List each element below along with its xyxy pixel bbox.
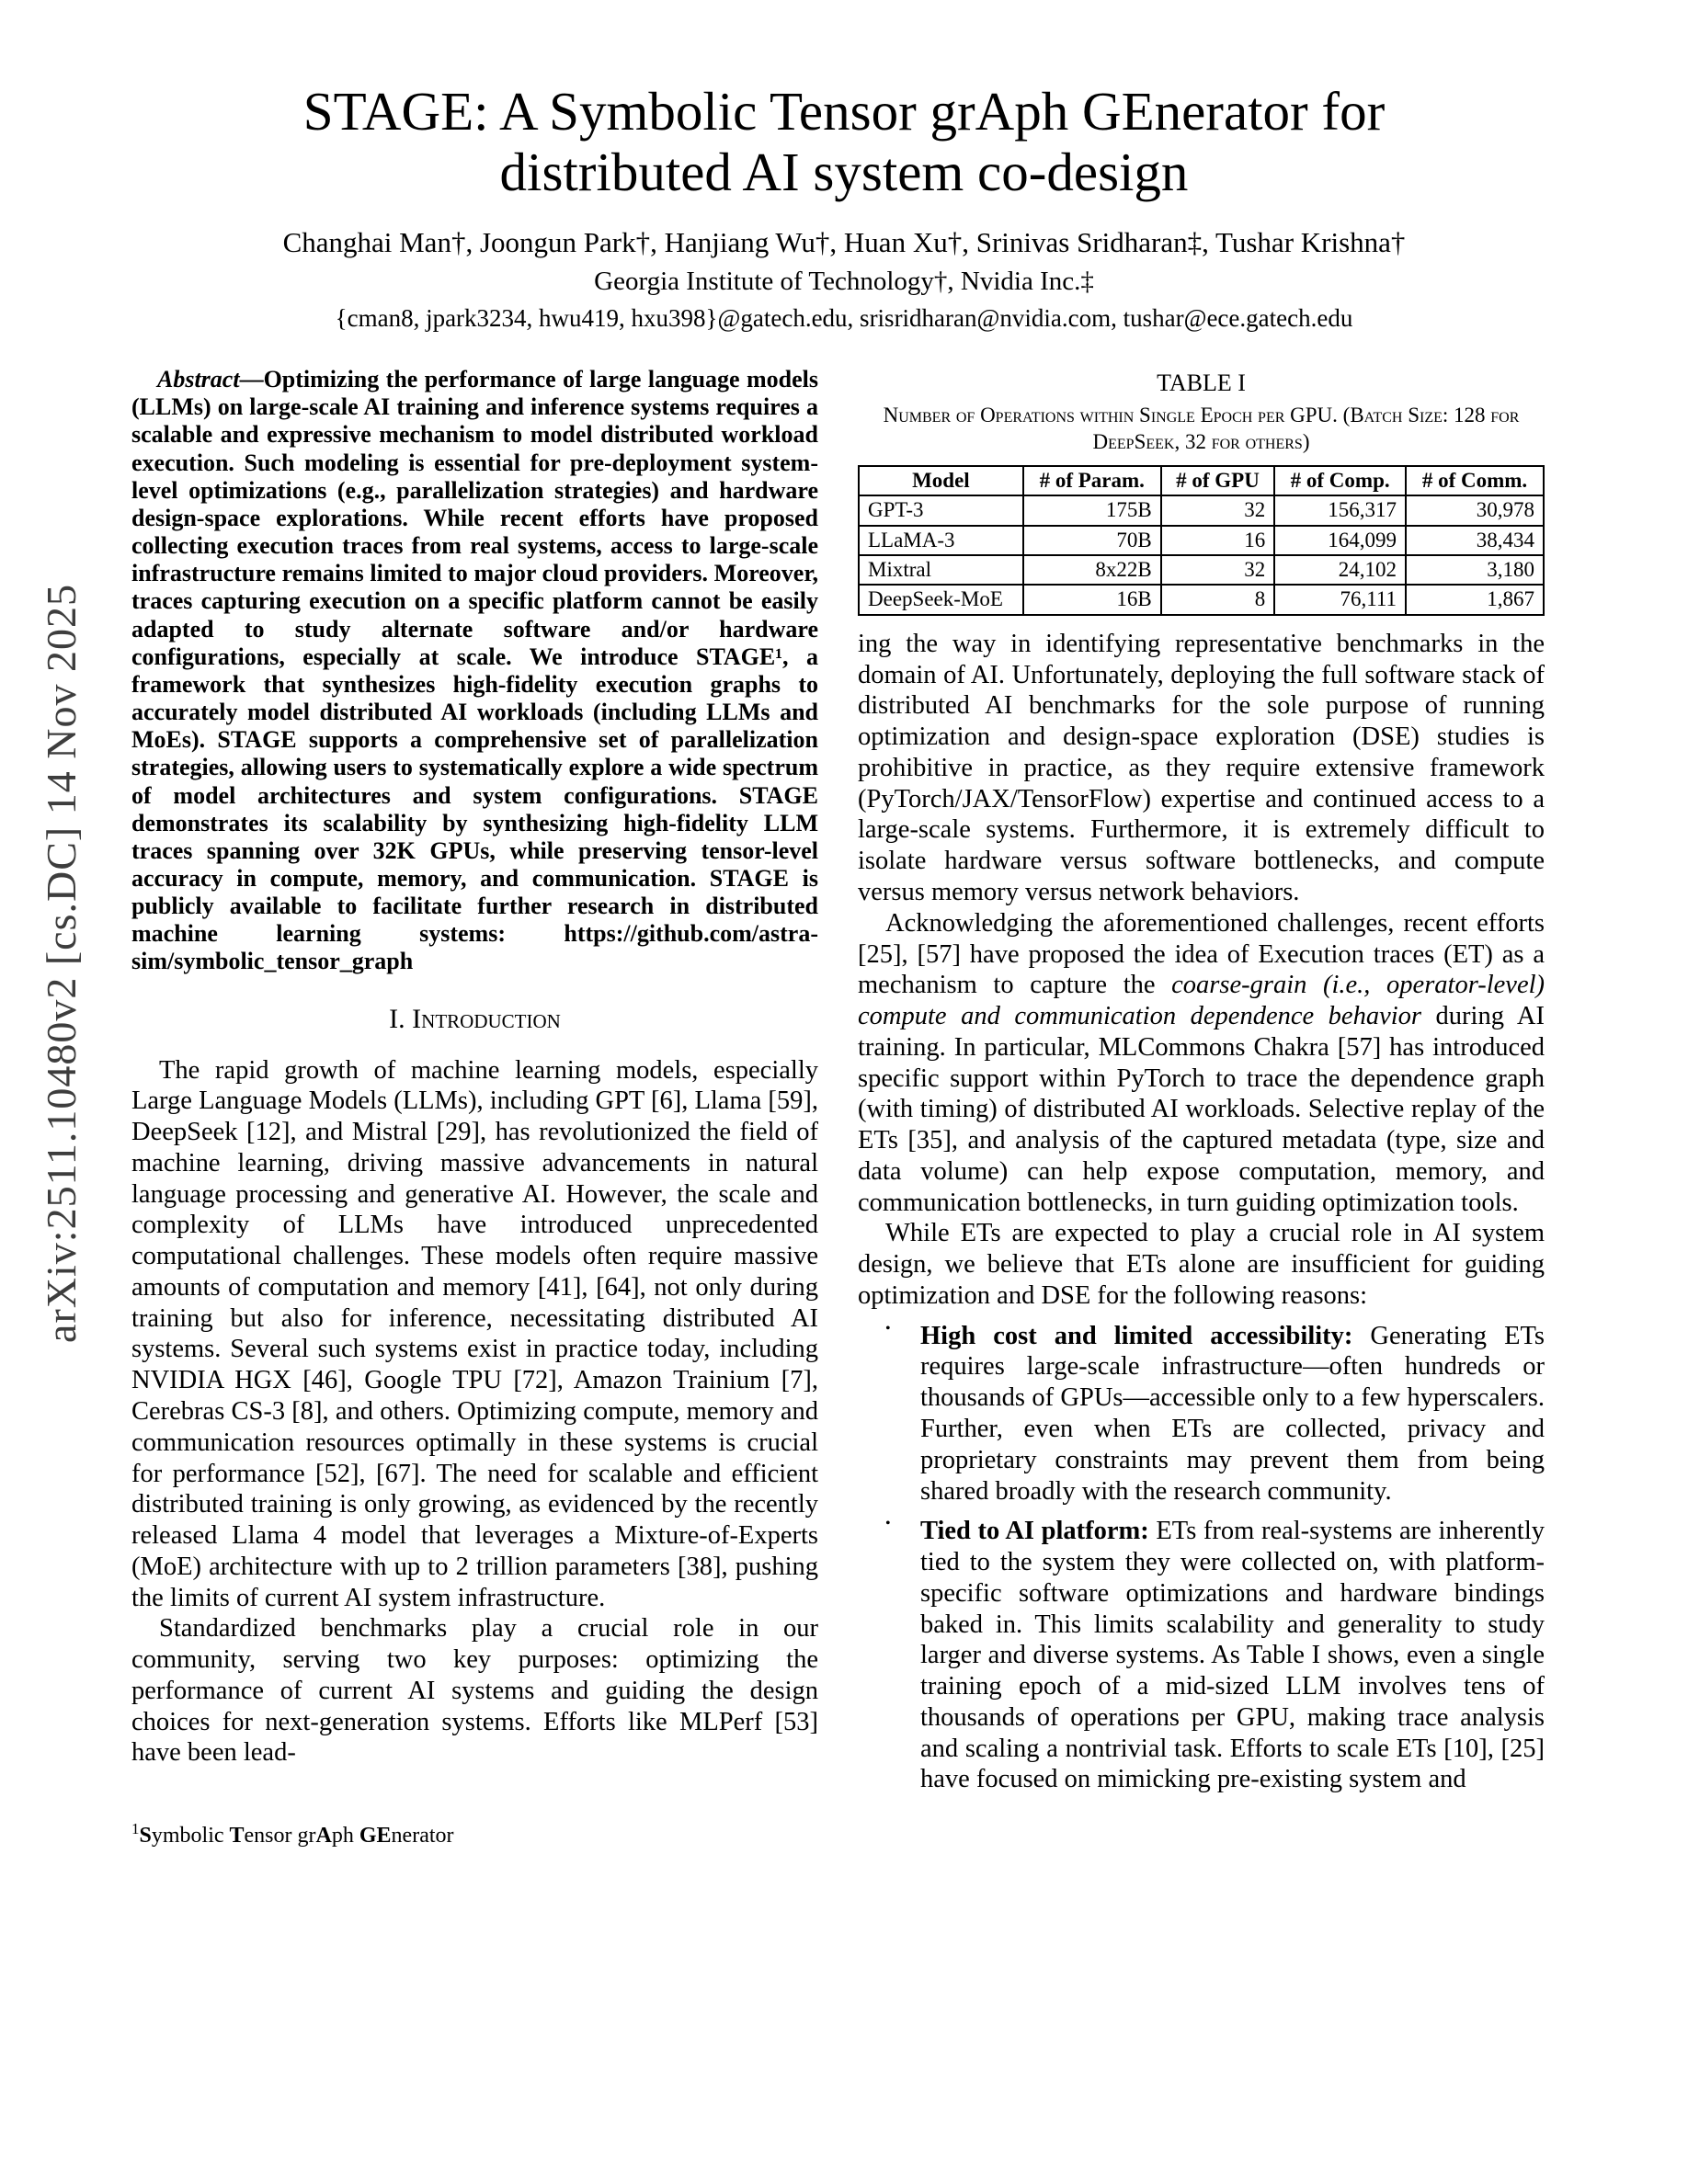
text-run: Acknowledging the aforementioned challenges, recent efforts [25], [57] have proposed the idea of Execution traces (ET) as a mechanism to capture the	[858, 908, 1545, 1000]
col-header-param: # of Param.	[1023, 466, 1161, 495]
table-1-block	[858, 370, 1545, 616]
text-run: —Optimizing the performance of large language models (LLMs) on large-scale AI training and inference systems requires a scalable and expressive mechanism to model distributed workload execution. Such modeling is essential for pre-deployment system-level optimizations (e.g., parallelization strategies) and hardware design-space explorations. While recent efforts have proposed collecting execution traces from real systems, access to large-scale infrastructure remains limited to major cloud providers. Moreover, traces capturing execution on a specific platform cannot be easily adapted to study alternate software and/or hardware configurations, especially at scale. We introduce STAGE¹, a framework that synthesizes high-fidelity execution graphs to accurately model distributed AI workloads (including LLMs and MoEs). STAGE supports a comprehensive set of parallelization strategies, allowing users to systematically explore a wide spectrum of model architectures and system configurations. STAGE demonstrates its scalability by synthesizing high-fidelity LLM traces spanning over 32K GPUs, while preserving tensor-level accuracy in compute, memory, and communication. STAGE is publicly available to facilitate further research in distributed machine learning systems:	[131, 366, 818, 948]
bullet-label: High cost and limited accessibility:	[920, 1321, 1353, 1350]
col-header-gpu: # of GPU	[1161, 466, 1275, 495]
paper-title-line2: distributed AI system co-design	[499, 142, 1189, 203]
right-column	[858, 366, 1545, 1850]
text-run: nerator	[391, 1824, 454, 1848]
text-run: during AI training. In particular, MLCommons Chakra [57] has introduced specific support within PyTorch to trace the dependence graph (with timing) of distributed AI workloads. Selective replay of the ETs [35], and analysis of the captured metadata (type, size and data volume) can help expose computation, memory, and communication bottlenecks, in turn guiding optimization tools.	[858, 1002, 1545, 1217]
text-run: A	[315, 1824, 332, 1848]
abstract-paragraph	[131, 366, 818, 975]
cell-value: 32	[1161, 495, 1275, 525]
table-row	[859, 495, 1544, 525]
footnote	[131, 1820, 454, 1848]
table-header-row	[859, 466, 1544, 495]
text-run: Abstract	[157, 366, 240, 393]
paper-header	[0, 0, 1688, 333]
text-run: T	[229, 1824, 245, 1848]
col-header-comp: # of Comp.	[1274, 466, 1406, 495]
table-1-caption: Number of Operations within Single Epoch per GPU. (Batch Size: 128 for DeepSeek, 32 for others)	[883, 404, 1520, 453]
table-row	[859, 555, 1544, 585]
two-column-body	[131, 366, 1545, 1850]
cell-value: 175B	[1023, 495, 1161, 525]
section-number: I.	[389, 1003, 405, 1034]
cell-value: 3,180	[1406, 555, 1544, 585]
cell-value: 164,099	[1274, 526, 1406, 555]
bullet-tied-platform-text	[920, 1516, 1545, 1795]
cell-model-name: LLaMA-3	[859, 526, 1023, 555]
text-run: ph	[331, 1824, 359, 1848]
paper-title-line1: STAGE: A Symbolic Tensor grAph GEnerator for	[302, 81, 1386, 142]
arxiv-sidebar-label: arXiv:2511.10480v2 [cs.DC] 14 Nov 2025	[38, 584, 85, 1343]
col-header-model: Model	[859, 466, 1023, 495]
bullet-label: Tied to AI platform:	[920, 1517, 1149, 1546]
bullet-high-cost	[858, 1321, 1545, 1507]
cell-value: 16B	[1023, 585, 1161, 614]
cell-model-name: DeepSeek-MoE	[859, 585, 1023, 614]
cell-value: 24,102	[1274, 555, 1406, 585]
intro-paragraph-1: The rapid growth of machine learning models, especially Large Language Models (LLMs), including GPT [6], Llama [59], DeepSeek [12], and Mistral [29], has revolutionized the field of machine learning, driving massive advancements in natural language processing and generative AI. However, the scale and complexity of LLMs have introduced unprecedented computational challenges. These models often require massive amounts of computation and memory [41], [64], not only during training but also for inference, necessitating distributed AI systems. Several such systems exist in practice today, including NVIDIA HGX [46], Google TPU [72], Amazon Trainium [7], Cerebras CS-3 [8], and others. Optimizing compute, memory and communication resources optimally in these systems is crucial for performance [52], [67]. The need for scalable and efficient distributed training is only growing, as evidenced by the recently released Llama 4 model that leverages a Mixture-of-Experts (MoE) architecture with up to 2 trillion parameters [38], pushing the limits of current AI system infrastructure.	[131, 1055, 818, 1612]
cell-value: 70B	[1023, 526, 1161, 555]
bullet-icon: •	[885, 1320, 891, 1337]
cell-value: 38,434	[1406, 526, 1544, 555]
github-url[interactable]: https://github.com/astra-sim/symbolic_tensor_graph	[131, 920, 818, 975]
bullet-tied-platform	[858, 1516, 1545, 1795]
right-paragraph-1: ing the way in identifying representative benchmarks in the domain of AI. Unfortunately, deploying the full software stack of distributed AI benchmarks for the sole purpose of running optimization and design-space exploration (DSE) studies is prohibitive in practice, as they require extensive framework (PyTorch/JAX/TensorFlow) expertise and continued access to a large-scale systems. Furthermore, it is extremely difficult to isolate hardware versus software bottlenecks, and compute versus memory versus network behaviors.	[858, 629, 1545, 906]
cell-model-name: Mixtral	[859, 555, 1023, 585]
paper-title	[0, 81, 1688, 202]
cell-value: 8	[1161, 585, 1275, 614]
authors-line: Changhai Man†, Joongun Park†, Hanjiang Wu†, Huan Xu†, Srinivas Sridharan‡, Tushar Krishna†	[282, 226, 1406, 259]
section-heading-introduction	[131, 1004, 818, 1035]
left-column	[131, 366, 818, 1850]
cell-value: 32	[1161, 555, 1275, 585]
text-run: coarse-grain (i.e., operator-level) compute and communication dependence behavior	[858, 971, 1545, 1031]
section-title: Introduction	[412, 1003, 561, 1034]
affiliation-line: Georgia Institute of Technology†, Nvidia Inc.‡	[594, 267, 1094, 297]
bullet-high-cost-text	[920, 1321, 1545, 1507]
cell-value: 1,867	[1406, 585, 1544, 614]
col-header-comm: # of Comm.	[1406, 466, 1544, 495]
footnote-marker: 1	[131, 1820, 140, 1838]
text-run: ensor gr	[244, 1824, 316, 1848]
footnote-text	[140, 1824, 454, 1848]
bullet-body: Generating ETs requires large-scale infrastructure—often hundreds or thousands of GPUs—accessible only to a few hyperscalers. Further, even when ETs are collected, privacy and proprietary constraints may prevent them from being shared broadly with the research community.	[920, 1321, 1545, 1506]
table-row	[859, 526, 1544, 555]
cell-value: 8x22B	[1023, 555, 1161, 585]
table-row	[859, 585, 1544, 614]
text-run: GE	[359, 1824, 392, 1848]
text-run: ymbolic	[151, 1824, 230, 1848]
intro-paragraph-2: Standardized benchmarks play a crucial role in our community, serving two key purposes: optimizing the performance of current AI systems and guiding the design choices for next-generation systems. Efforts like MLPerf [53] have been lead-	[131, 1614, 818, 1768]
right-paragraph-2	[858, 908, 1545, 1219]
bullet-body: ETs from real-systems are inherently tied to the system they were collected on, with platform-specific software optimizations and hardware bindings baked in. This limits scalability and generality to study larger and diverse systems. As Table I shows, even a single training epoch of a mid-sized LLM involves tens of thousands of operations per GPU, making trace analysis and scaling a nontrivial task. Efforts to scale ETs [10], [25] have focused on mimicking pre-existing system and	[920, 1517, 1545, 1794]
cell-value: 16	[1161, 526, 1275, 555]
cell-value: 30,978	[1406, 495, 1544, 525]
cell-value: 156,317	[1274, 495, 1406, 525]
bullet-icon: •	[885, 1516, 891, 1532]
right-paragraph-3: While ETs are expected to play a crucial role in AI system design, we believe that ETs alone are insufficient for guiding optimization and DSE for the following reasons:	[858, 1219, 1545, 1310]
cell-value: 76,111	[1274, 585, 1406, 614]
emails-line: {cman8, jpark3234, hwu419, hxu398}@gatech.edu, srisridharan@nvidia.com, tushar@ece.gatech.edu	[335, 304, 1353, 333]
cell-model-name: GPT-3	[859, 495, 1023, 525]
table-1-label: TABLE I	[1157, 370, 1246, 397]
text-run: S	[139, 1824, 152, 1848]
operations-table	[858, 465, 1545, 616]
